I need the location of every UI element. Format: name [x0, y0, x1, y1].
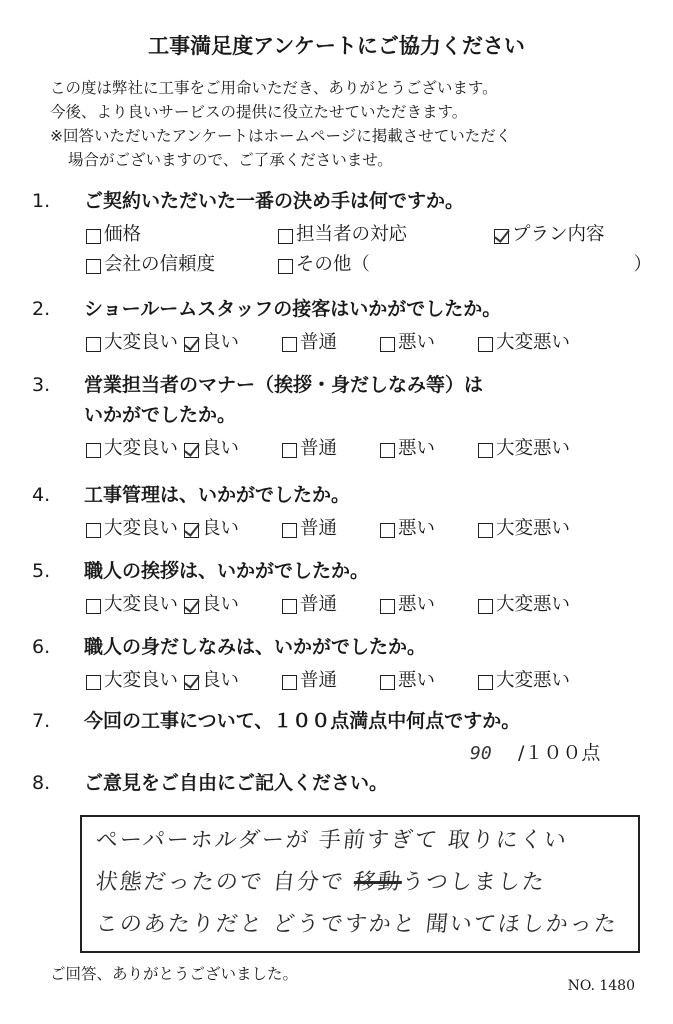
- question-number: 3.: [32, 374, 51, 396]
- checkbox[interactable]: [86, 599, 101, 614]
- question-text: ご意見をご自由にご記入ください。: [84, 772, 389, 794]
- score-suffix: /１００点: [518, 742, 601, 764]
- rating-average[interactable]: 普通: [282, 434, 380, 464]
- rating-average[interactable]: 普通: [282, 328, 380, 358]
- checkbox[interactable]: [380, 599, 395, 614]
- rating-good[interactable]: 良い: [184, 666, 282, 696]
- checkbox-checked[interactable]: [184, 675, 199, 690]
- question-1: [32, 186, 652, 280]
- struck-out-text: 移動: [352, 870, 404, 895]
- comment-line: 状態だったので 自分で 移動うつしました: [94, 870, 548, 895]
- checkbox[interactable]: [380, 523, 395, 538]
- checkbox-checked[interactable]: [184, 523, 199, 538]
- rating-very-bad[interactable]: 大変悪い: [478, 514, 576, 544]
- rating-very-bad[interactable]: 大変悪い: [478, 666, 576, 696]
- checkbox-checked[interactable]: [184, 443, 199, 458]
- rating-bad[interactable]: 悪い: [380, 666, 478, 696]
- comment-line: このあたりだと どうですかと 聞いてほしかった: [94, 912, 620, 937]
- checkbox-checked[interactable]: [184, 337, 199, 352]
- checkbox[interactable]: [380, 675, 395, 690]
- rating-good[interactable]: 良い: [184, 328, 282, 358]
- question-text-continued: いかがでしたか。: [84, 404, 237, 426]
- checkbox[interactable]: [86, 675, 101, 690]
- question-number: 8.: [32, 772, 51, 794]
- rating-very-bad[interactable]: 大変悪い: [478, 434, 576, 464]
- question-text: 今回の工事について、１００点満点中何点ですか。: [84, 710, 521, 732]
- checkbox-checked[interactable]: [184, 599, 199, 614]
- question-number: 7.: [32, 710, 51, 732]
- option-staff-response[interactable]: 担当者の対応: [278, 220, 494, 250]
- checkbox[interactable]: [282, 675, 297, 690]
- checkbox[interactable]: [282, 599, 297, 614]
- checkbox[interactable]: [86, 443, 101, 458]
- rating-very-good[interactable]: 大変良い: [86, 328, 184, 358]
- question-7: [32, 706, 652, 736]
- rating-bad[interactable]: 悪い: [380, 328, 478, 358]
- rating-very-good[interactable]: 大変良い: [86, 666, 184, 696]
- intro-line: この度は弊社に工事をご用命いただき、ありがとうございます。: [50, 79, 498, 97]
- intro-text: [50, 76, 511, 172]
- question-number: 5.: [32, 560, 51, 582]
- option-other[interactable]: その他（: [278, 250, 634, 280]
- thank-you-text: ご回答、ありがとうございました。: [50, 965, 299, 983]
- rating-average[interactable]: 普通: [282, 666, 380, 696]
- checkbox[interactable]: [380, 443, 395, 458]
- intro-line: 今後、より良いサービスの提供に役立たせていただきます。: [50, 103, 468, 121]
- other-close-paren: ）: [633, 254, 652, 275]
- rating-good[interactable]: 良い: [184, 514, 282, 544]
- checkbox[interactable]: [278, 259, 293, 274]
- question-8: [32, 768, 652, 798]
- option-plan[interactable]: プラン内容: [494, 220, 605, 250]
- checkbox[interactable]: [478, 599, 493, 614]
- checkbox[interactable]: [278, 229, 293, 244]
- intro-line: ※回答いただいたアンケートはホームページに掲載させていただく: [50, 127, 512, 145]
- rating-very-good[interactable]: 大変良い: [86, 434, 184, 464]
- option-price[interactable]: 価格: [86, 220, 278, 250]
- checkbox[interactable]: [86, 259, 101, 274]
- score-field[interactable]: [470, 738, 600, 765]
- question-2: [32, 294, 652, 358]
- question-number: 4.: [32, 484, 51, 506]
- checkbox[interactable]: [478, 675, 493, 690]
- question-text: 工事管理は、いかがでしたか。: [84, 484, 351, 506]
- rating-average[interactable]: 普通: [282, 590, 380, 620]
- rating-very-bad[interactable]: 大変悪い: [478, 590, 576, 620]
- checkbox[interactable]: [86, 523, 101, 538]
- question-text: ショールームスタッフの接客はいかがでしたか。: [84, 298, 502, 320]
- question-text: 職人の身だしなみは、いかがでしたか。: [84, 636, 427, 658]
- serial-number: NO. 1480: [567, 978, 635, 994]
- checkbox-checked[interactable]: [494, 229, 509, 244]
- rating-average[interactable]: 普通: [282, 514, 380, 544]
- rating-very-good[interactable]: 大変良い: [86, 514, 184, 544]
- question-text: 営業担当者のマナー（挨拶・身だしなみ等）は: [84, 374, 484, 396]
- intro-line: 場合がございますので、ご了承くださいませ。: [68, 151, 393, 169]
- score-handwritten: 90: [470, 743, 492, 764]
- checkbox[interactable]: [86, 229, 101, 244]
- checkbox[interactable]: [282, 443, 297, 458]
- checkbox[interactable]: [282, 337, 297, 352]
- question-5: [32, 556, 652, 620]
- question-text: 職人の挨拶は、いかがでしたか。: [84, 560, 370, 582]
- rating-very-bad[interactable]: 大変悪い: [478, 328, 576, 358]
- rating-bad[interactable]: 悪い: [380, 590, 478, 620]
- checkbox[interactable]: [282, 523, 297, 538]
- rating-bad[interactable]: 悪い: [380, 434, 478, 464]
- question-3: [32, 370, 652, 464]
- rating-good[interactable]: 良い: [184, 434, 282, 464]
- comment-box[interactable]: [80, 815, 640, 953]
- question-number: 6.: [32, 636, 51, 658]
- rating-very-good[interactable]: 大変良い: [86, 590, 184, 620]
- question-6: [32, 632, 652, 696]
- checkbox[interactable]: [478, 337, 493, 352]
- option-company-trust[interactable]: 会社の信頼度: [86, 250, 278, 280]
- question-text: ご契約いただいた一番の決め手は何ですか。: [84, 190, 465, 212]
- question-number: 2.: [32, 298, 51, 320]
- rating-bad[interactable]: 悪い: [380, 514, 478, 544]
- checkbox[interactable]: [86, 337, 101, 352]
- question-number: 1.: [32, 190, 51, 212]
- checkbox[interactable]: [478, 443, 493, 458]
- question-4: [32, 480, 652, 544]
- survey-title: 工事満足度アンケートにご協力ください: [148, 34, 525, 58]
- rating-good[interactable]: 良い: [184, 590, 282, 620]
- checkbox[interactable]: [380, 337, 395, 352]
- comment-line: ペーパーホルダーが 手前すぎて 取りにくい: [94, 828, 570, 853]
- checkbox[interactable]: [478, 523, 493, 538]
